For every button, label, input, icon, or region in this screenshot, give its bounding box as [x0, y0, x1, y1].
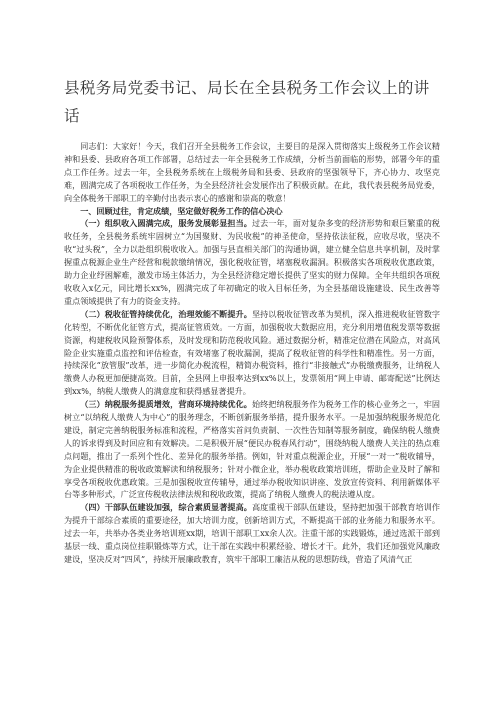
list-item — [64, 217, 440, 307]
item-text: 高度重视干部队伍建设，坚持把加强干部教育培训作为提升干部综合素质的重要途径，加大培训力度，创新培训方式，不断提高干部的业务能力和服务水平。过去一年，共举办各类业务培训班xx期，培训干部职工xx余人次。注重干部的实践锻炼，通过选派干部到基层一线、重点岗位挂职锻炼等方式，让干部在实践中积累经验、增长才干。此外，我们还加强党风廉政建设，坚决反对“四风”，持续开展廉政教育，筑牢干部职工廉洁从税的思想防线，营造了风清气正 — [64, 502, 440, 564]
opening-paragraph: 同志们：大家好！今天，我们召开全县税务工作会议，主要目的是深入贯彻落实上级税务工作会议精神和县委、县政府各项工作部署，总结过去一年全县税务工作成绩，分析当前面临的形势，部署今年的重点工作任务。过去一年，全县税务系统在上级税务局和县委、县政府的坚强领导下，齐心协力、攻坚克难，圆满完成了各项税收工作任务，为全县经济社会发展作出了积极贡献。在此，我代表县税务局党委，向全体税务干部职工的辛勤付出表示衷心的感谢和崇高的敬意！ — [64, 141, 440, 203]
item-text: 过去一年，面对复杂多变的经济形势和艰巨繁重的税收任务，全县税务系统牢固树立“为国聚财、为民收税”的神圣使命，坚持依法征税，应收尽收，坚决不收“过头税”，全力以赴组织税收收入。加强与县直相关部门的沟通协调，建立健全信息共享机制，及时掌握重点税源企业生产经营和税款缴纳情况，强化税收征管，堵塞税收漏洞。积极落实各项税收优惠政策，助力企业纾困解难，激发市场主体活力，为全县经济稳定增长提供了坚实的财力保障。全年共组织各项税收收入x亿元，同比增长xx%，圆满完成了年初确定的收入目标任务，为全县基础设施建设、民生改善等重点领域提供了有力的资金支持。 — [64, 218, 440, 306]
list-item — [64, 308, 440, 398]
list-item — [64, 501, 440, 566]
item-lead: （三）纳税服务提质增效，营商环境持续优化。 — [80, 399, 252, 410]
item-text: 坚持以税收征管改革为契机，深入推进税收征管数字化转型，不断优化征管方式，提高征管质效。一方面，加强税收大数据应用，充分利用增值税发票等数据资源，构建税收风险预警体系，及时发现和防范税收风险。通过数据分析，精准定位潜在风险点，对高风险企业实施重点监控和评估检查，有效堵塞了税收漏洞，提高了税收征管的科学性和精准性。另一方面，持续深化“放管服”改革，进一步简化办税流程，精简办税资料，推行“非接触式”办税缴费服务，让纳税人缴费人办税更加便捷高效。目前，全县网上申报率达到xx%以上，发票领用“网上申请、邮寄配送”比例达到xx%，纳税人缴费人的满意度和获得感显著提升。 — [64, 308, 440, 397]
document-title: 县税务局党委书记、局长在全县税务工作会议上的讲话 — [64, 79, 430, 125]
item-lead: （一）组织收入圆满完成，服务发展彰显担当。 — [80, 218, 252, 229]
item-text: 始终把纳税服务作为税务工作的核心业务之一，牢固树立“以纳税人缴费人为中心”的服务理念，不断创新服务举措，提升服务水平。一是加强纳税服务规范化建设，制定完善纳税服务标准和流程，严格落实首问负责制、一次性告知制等服务制度，确保纳税人缴费人的诉求得到及时回应和有效解决。二是积极开展“便民办税春风行动”，围绕纳税人缴费人关注的热点难点问题，推出了一系列个性化、差异化的服务举措。例如，针对重点税源企业，开展“一对一”税收辅导，为企业提供精准的税收政策解读和纳税服务；针对小微企业，举办税收政策培训班，帮助企业及时了解和享受各项税收优惠政策。三是加强税收宣传辅导，通过举办税收知识讲座、发放宣传资料、利用新媒体平台等多种形式，广泛宣传税收法律法规和税收政策，提高了纳税人缴费人的税法遵从度。 — [64, 399, 440, 500]
section-heading: 一、回顾过往，肯定成绩，坚定做好税务工作的信心决心 — [80, 205, 283, 216]
list-item — [64, 398, 440, 501]
item-lead: （二）税收征管持续优化，治理效能不断提升。 — [80, 308, 252, 319]
item-lead: （四）干部队伍建设加强，综合素质显著提高。 — [80, 502, 252, 513]
document-body — [64, 140, 440, 566]
